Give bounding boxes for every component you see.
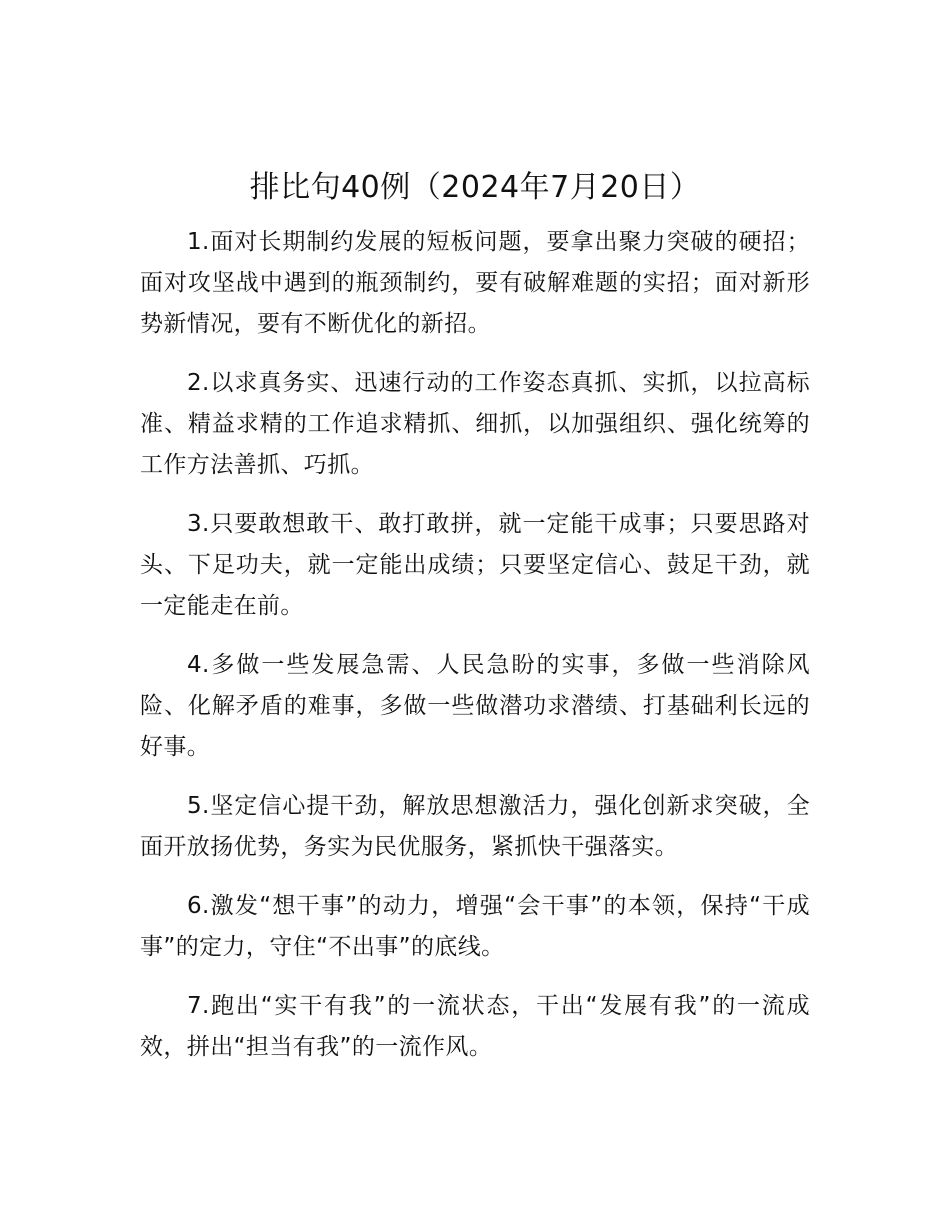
paragraph-2: 2.以求真务实、迅速行动的工作姿态真抓、实抓，以拉高标准、精益求精的工作追求精抓、细抓，以加强组织、强化统筹的工作方法善抓、巧抓。 <box>140 370 810 478</box>
paragraph-4: 4.多做一些发展急需、人民急盼的实事，多做一些消除风险、化解矛盾的难事，多做一些做潜功求潜绩、打基础利长远的好事。 <box>140 652 810 760</box>
paragraph-3: 3.只要敢想敢干、敢打敢拼，就一定能干成事；只要思路对头、下足功夫，就一定能出成绩；只要坚定信心、鼓足干劲，就一定能走在前。 <box>140 511 810 619</box>
document-body <box>140 222 810 1086</box>
document-title: 排比句40例（2024年7月20日） <box>249 170 701 205</box>
paragraph-7: 7.跑出“实干有我”的一流状态，干出“发展有我”的一流成效，拼出“担当有我”的一流作风。 <box>140 993 810 1060</box>
paragraph-5: 5.坚定信心提干劲，解放思想激活力，强化创新求突破，全面开放扬优势，务实为民优服务，紧抓快干强落实。 <box>140 793 810 860</box>
paragraph-1: 1.面对长期制约发展的短板问题，要拿出聚力突破的硬招；面对攻坚战中遇到的瓶颈制约，要有破解难题的实招；面对新形势新情况，要有不断优化的新招。 <box>140 229 810 337</box>
paragraph-6: 6.激发“想干事”的动力，增强“会干事”的本领，保持“干成事”的定力，守住“不出事”的底线。 <box>140 893 810 960</box>
